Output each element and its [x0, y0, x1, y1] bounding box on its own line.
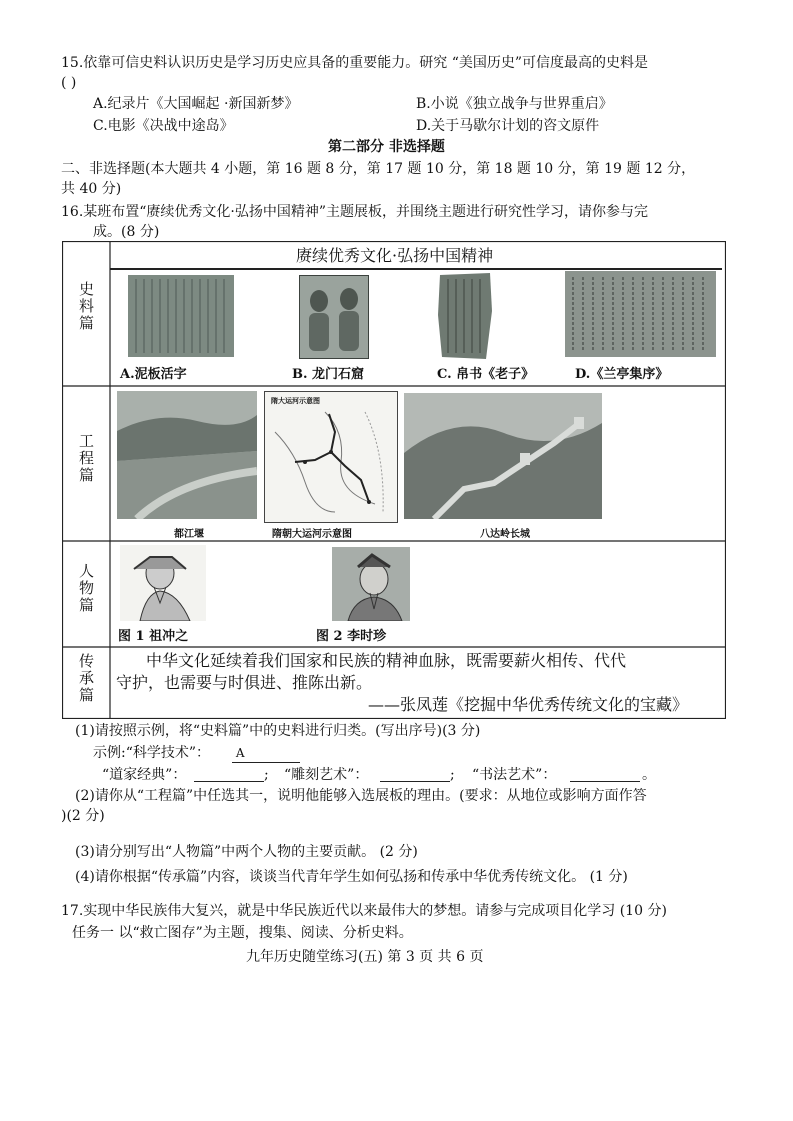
canal-map-title: 隋大运河示意图 [271, 396, 320, 405]
q16-sub4: (4)请你根据“传承篇”内容，谈谈当代青年学生如何弘扬和传承中华优秀传统文化。 (1 分) [75, 869, 628, 885]
blank-label-daojia: “道家经典”： [102, 767, 187, 783]
caption-silk-laozi: C. 帛书《老子》 [437, 367, 535, 382]
q15-option-a: A.纪录片《大国崛起 ·新国新梦》 [93, 96, 299, 112]
caption-longmen: B. 龙门石窟 [292, 367, 365, 382]
caption-clay-type: A.泥板活字 [120, 367, 187, 382]
li-shizhen-portrait [332, 547, 410, 621]
q15-option-d: D.关于马歇尔计划的咨文原件 [416, 118, 600, 134]
badaling-great-wall-image [404, 393, 602, 519]
silk-laozi-image [434, 271, 496, 361]
q16-example-answer [232, 744, 300, 763]
chuancheng-text-line2: 守护，也需要与时俱进、推陈出新。 [116, 673, 373, 692]
chuancheng-text-line1: 中华文化延续着我们国家和民族的精神血脉，既需要薪火相传、代代 [146, 651, 627, 670]
zu-chongzhi-portrait [120, 545, 206, 621]
part2-section-line2: 共 40 分) [61, 181, 122, 197]
dujiangyan-image [117, 391, 257, 519]
q16-example-label: 示例:“科学技术”： [93, 745, 211, 761]
part2-section-line1: 二、非选择题(本大题共 4 小题，第 16 题 8 分，第 17 题 10 分，第 18 题 10 分，第 19 题 12 分， [61, 161, 696, 177]
blank-label-diaoke: “雕刻艺术”： [284, 767, 369, 783]
caption-grand-canal: 隋朝大运河示意图 [272, 529, 352, 540]
answer-blank-daojia[interactable] [194, 781, 264, 782]
lanting-preface-image [565, 271, 716, 357]
caption-great-wall: 八达岭长城 [480, 529, 530, 540]
q16-stem-line1: 16.某班布置“赓续优秀文化·弘扬中国精神”主题展板，并围绕主题进行研究性学习，请你参与完 [61, 204, 649, 220]
clay-type-image [128, 275, 234, 357]
caption-li-shizhen: 图 2 李时珍 [316, 629, 387, 644]
q16-stem-line2: 成。(8 分) [93, 224, 160, 240]
part2-title: 第二部分 非选择题 [328, 139, 445, 155]
q15-stem: 15.依靠可信史料认识历史是学习历史应具备的重要能力。研究 “美国历史”可信度最高的史料是 [61, 55, 649, 71]
blank-label-shufa: “书法艺术”： [472, 767, 557, 783]
caption-zu-chongzhi: 图 1 祖冲之 [118, 629, 189, 644]
q16-sub1: (1)请按照示例，将“史料篇”中的史料进行归类。(写出序号)(3 分) [75, 723, 481, 739]
display-board [62, 241, 726, 719]
q15-paren: ( ) [61, 75, 77, 91]
q16-sub2-line1: (2)请你从“工程篇”中任选其一，说明他能够入选展板的理由。(要求：从地位或影响方面作答 [75, 788, 647, 804]
row-label-chuancheng: 传承篇 [77, 653, 95, 704]
q16-sub3: (3)请分别写出“人物篇”中两个人物的主要贡献。 (2 分) [75, 844, 418, 860]
q17-task1: 任务一 以“救亡图存”为主题，搜集、阅读、分析史料。 [72, 925, 413, 941]
answer-blank-diaoke[interactable] [380, 781, 450, 782]
row-label-shiliao: 史料篇 [77, 281, 95, 332]
chuancheng-source: ——张凤莲《挖掘中华优秀传统文化的宝藏》 [368, 695, 689, 714]
row-label-gongcheng: 工程篇 [77, 433, 95, 484]
grand-canal-map [264, 391, 398, 523]
q17-stem: 17.实现中华民族伟大复兴，就是中华民族近代以来最伟大的梦想。请参与完成项目化学习 (10 分) [61, 903, 667, 919]
longmen-grottoes-image [299, 275, 369, 359]
q16-sub2-line2: )(2 分) [61, 808, 105, 824]
caption-dujiangyan: 都江堰 [174, 529, 204, 540]
board-title: 赓续优秀文化·弘扬中国精神 [296, 246, 494, 265]
example-answer-text: A [235, 746, 245, 760]
board-title-underline [110, 268, 722, 270]
row-label-renwu: 人物篇 [77, 563, 95, 614]
answer-blank-shufa[interactable] [570, 781, 640, 782]
q15-option-c: C.电影《决战中途岛》 [93, 118, 234, 134]
page-footer: 九年历史随堂练习(五) 第 3 页 共 6 页 [246, 949, 484, 965]
caption-lanting: D.《兰亭集序》 [575, 367, 669, 382]
q15-option-b: B.小说《独立战争与世界重启》 [416, 96, 613, 112]
